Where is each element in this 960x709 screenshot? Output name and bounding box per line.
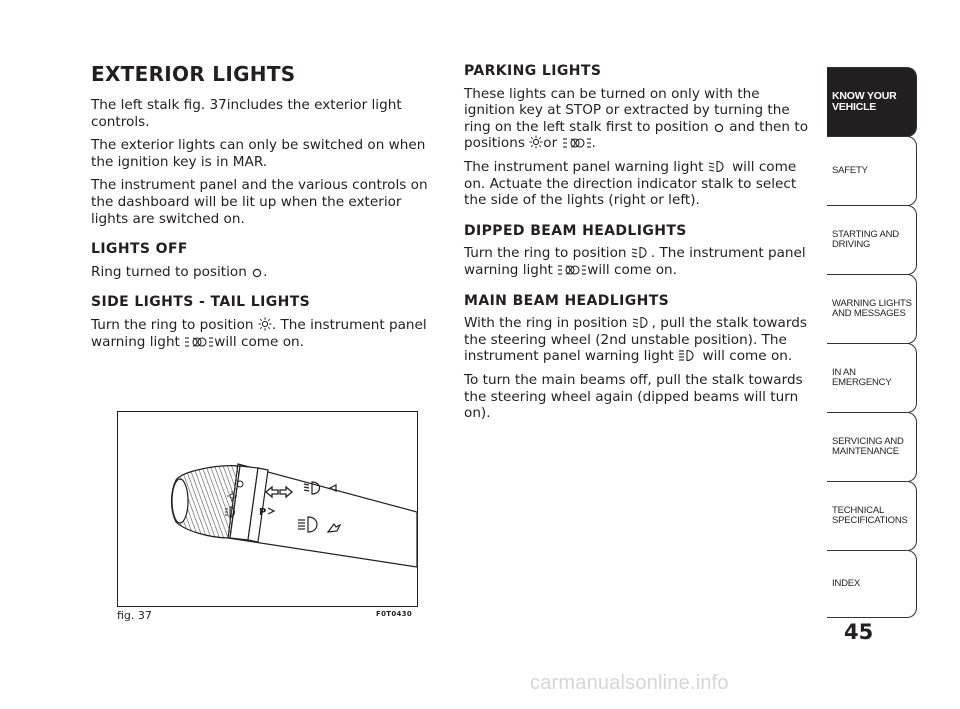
off-ring-icon [713, 121, 725, 133]
dipped-beam-icon [632, 316, 652, 329]
tab-index[interactable]: INDEX [827, 550, 917, 618]
paragraph: Turn the ring to position . The instrument panel warning light will come on. [91, 316, 427, 350]
side-lights-warning-icon [184, 336, 214, 348]
section-title: EXTERIOR LIGHTS [91, 62, 296, 86]
left-column [91, 63, 441, 357]
tab-in-an-emergency[interactable]: IN AN EMERGENCY [827, 343, 917, 413]
stalk-label-p: P [259, 507, 267, 518]
dipped-beam-icon [708, 160, 728, 173]
heading-parking-lights: PARKING LIGHTS [464, 63, 602, 79]
paragraph: The left stalk fig. 37includes the exterior light controls. [91, 97, 402, 130]
tab-safety[interactable]: SAFETY [827, 136, 917, 206]
paragraph: Ring turned to position . [91, 263, 268, 280]
stalk-illustration [117, 411, 418, 607]
tab-know-your-vehicle[interactable]: KNOW YOUR VEHICLE [827, 67, 917, 137]
heading-dipped-beam: DIPPED BEAM HEADLIGHTS [464, 222, 687, 239]
side-lights-warning-icon [557, 264, 587, 276]
paragraph: The instrument panel warning light will come on. Actuate the direction indicator stalk to select the side of the lights (right or left). [464, 158, 797, 209]
paragraph: Turn the ring to position . The instrument panel warning light will come on. [464, 245, 806, 278]
side-light-icon [258, 317, 272, 331]
paragraph: The instrument panel and the various controls on the dashboard will be lit up when the exterior lights are switched on. [91, 177, 428, 227]
figure-caption: fig. 37 [117, 609, 152, 622]
figure-code: F0T0430 [376, 610, 413, 618]
paragraph: These lights can be turned on only with the ignition key at STOP or extracted by turning the ring on the left stalk first to position and then to positions or . [464, 85, 809, 152]
heading-side-lights: SIDE LIGHTS - TAIL LIGHTS [91, 294, 311, 311]
heading-lights-off: LIGHTS OFF [91, 241, 188, 258]
off-ring-icon [251, 266, 263, 278]
right-column [464, 63, 814, 429]
dipped-beam-icon [631, 246, 651, 259]
tab-servicing[interactable]: SERVICING AND MAINTENANCE [827, 412, 917, 482]
tab-warning-lights[interactable]: WARNING LIGHTS AND MESSAGES [827, 274, 917, 344]
heading-main-beam: MAIN BEAM HEADLIGHTS [464, 292, 670, 309]
paragraph: With the ring in position , pull the stalk towards the steering wheel (2nd unstable position). The instrument panel warning light will come on. [464, 315, 807, 365]
main-beam-icon [678, 349, 698, 362]
paragraph: The exterior lights can only be switched on when the ignition key is in MAR. [91, 137, 426, 170]
watermark: carmanualsonline.info [530, 672, 729, 694]
light-stalk-drawing [118, 412, 417, 606]
tab-starting-and-driving[interactable]: STARTING AND DRIVING [827, 205, 917, 275]
paragraph: To turn the main beams off, pull the stalk towards the steering wheel again (dipped beams will turn on). [464, 371, 803, 422]
page-number: 45 [844, 620, 874, 644]
side-light-icon [529, 135, 543, 149]
tab-technical-specifications[interactable]: TECHNICAL SPECIFICATIONS [827, 481, 917, 551]
side-lights-warning-icon [562, 137, 592, 149]
